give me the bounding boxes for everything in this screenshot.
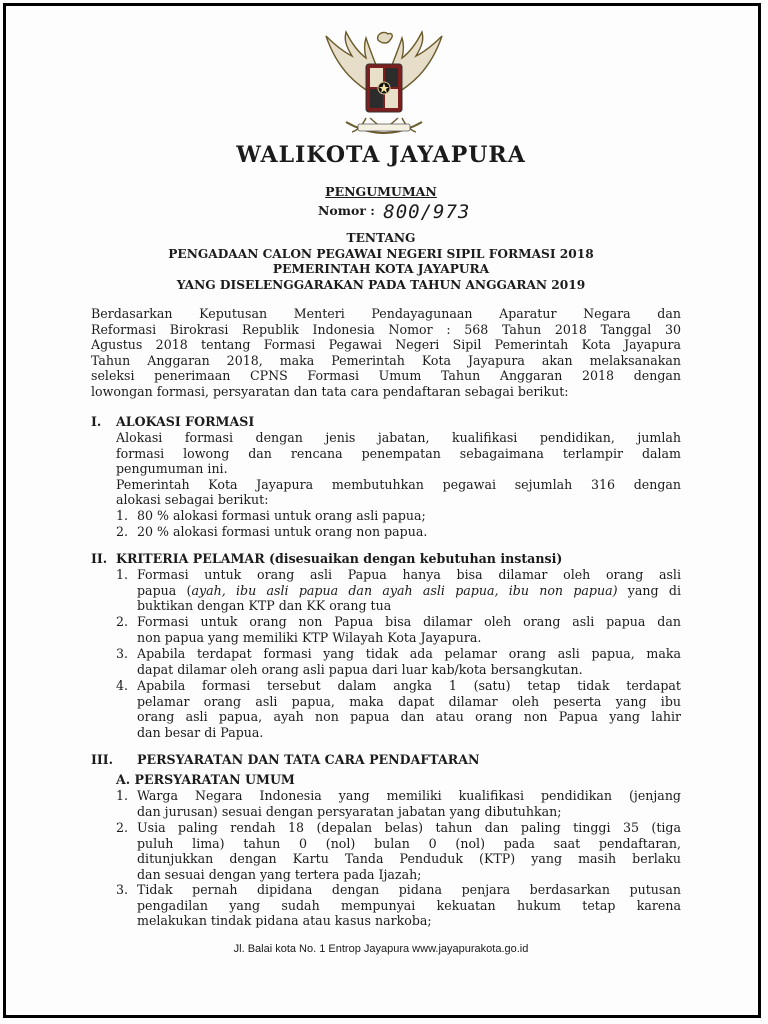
- list-number: 2.: [116, 524, 129, 539]
- text-line: Agustus 2018 tentang Formasi Pegawai Negeri Sipil Pemerintah Kota Jayapura: [91, 337, 681, 353]
- list-number: 1.: [116, 567, 129, 582]
- text-line: Apabila formasi tersebut dalam angka 1 (satu) tetap tidak terdapat: [137, 678, 681, 693]
- text-line: pelamar orang asli papua, maka dapat dilamar oleh peserta yang ibu: [137, 693, 681, 709]
- section-number: II.: [91, 551, 108, 566]
- emphasis-text: ayah, ibu asli papua dan ayah asli papua, ibu non papua): [191, 582, 618, 598]
- document-number: [318, 198, 471, 223]
- text-line: pengadilan yang sudah mempunyai kekuatan hukum tetap karena: [137, 897, 681, 913]
- text-line: dan sesuai dengan yang tertera pada Ijazah;: [137, 866, 422, 882]
- text-line: pengumuman ini.: [116, 461, 228, 477]
- section-title: PERSYARATAN DAN TATA CARA PENDAFTARAN: [137, 752, 480, 767]
- list-item: [137, 614, 681, 645]
- page-footer: Jl. Balai kota No. 1 Entrop Jayapura www.jayapurakota.go.id: [233, 943, 529, 955]
- text-line: Formasi untuk orang non Papua bisa dilamar oleh orang asli papua dan: [137, 614, 681, 629]
- list-item: 80 % alokasi formasi untuk orang asli papua;: [137, 508, 426, 523]
- text-line: Tidak pernah dipidana dengan pidana penjara berdasarkan putusan: [137, 882, 681, 897]
- list-number: 2.: [116, 820, 129, 835]
- list-item: [137, 882, 681, 929]
- text-line: Berdasarkan Keputusan Menteri Pendayagunaan Aparatur Negara dan: [91, 306, 681, 321]
- intro-paragraph: [91, 306, 681, 400]
- text-line: seleksi penerimaan CPNS Formasi Umum Tahun Anggaran 2018 dengan: [91, 368, 681, 384]
- list-item: [137, 820, 681, 882]
- text-line: Apabila terdapat formasi yang tidak ada pelamar orang asli papua, maka: [137, 646, 681, 661]
- list-item: [137, 788, 681, 819]
- subsection-title: A. PERSYARATAN UMUM: [116, 772, 295, 787]
- list-item: 20 % alokasi formasi untuk orang non papua.: [137, 524, 428, 539]
- text-line: dan besar di Papua.: [137, 724, 264, 740]
- text-line: Reformasi Birokrasi Republik Indonesia Nomor : 568 Tahun 2018 Tanggal 30: [91, 321, 681, 337]
- text-line: papua (ayah, ibu asli papua dan ayah asli papua, ibu non papua) yang di: [137, 582, 681, 598]
- text-line: Usia paling rendah 18 (depalan belas) tahun dan paling tinggi 35 (tiga: [137, 820, 681, 835]
- text-line: alokasi sebagai berikut:: [116, 492, 269, 508]
- list-number: 3.: [116, 882, 129, 897]
- list-item: [137, 567, 681, 614]
- list-number: 3.: [116, 646, 129, 661]
- text-line: formasi lowong dan rencana penempatan sebagaimana terlampir dalam: [116, 445, 681, 461]
- text-line: Formasi untuk orang asli Papua hanya bisa dilamar oleh orang asli: [137, 567, 681, 582]
- list-item: [137, 646, 681, 677]
- announcement-label: PENGUMUMAN: [325, 184, 437, 199]
- text-line: Alokasi formasi dengan jenis jabatan, kualifikasi pendidikan, jumlah: [116, 430, 681, 445]
- garuda-emblem: [318, 26, 450, 142]
- section-number: III.: [91, 752, 114, 767]
- subject-line: YANG DISELENGGARAKAN PADA TAHUN ANGGARAN 2019: [176, 277, 586, 292]
- list-number: 1.: [116, 788, 129, 803]
- text-line: orang asli papua, ayah non papua dan atau orang non Papua yang lahir: [137, 709, 681, 725]
- list-number: 2.: [116, 614, 129, 629]
- section-title: ALOKASI FORMASI: [116, 414, 255, 429]
- text-line: dan jurusan) sesuai dengan persyaratan jabatan yang dibutuhkan;: [137, 803, 562, 819]
- tentang-label: TENTANG: [346, 231, 416, 245]
- page-title: WALIKOTA JAYAPURA: [236, 142, 526, 168]
- text-line: melakukan tindak pidana atau kasus narkoba;: [137, 913, 432, 929]
- list-item: [137, 678, 681, 740]
- text-line: buktikan dengan KTP dan KK orang tua: [137, 598, 392, 614]
- subject-line: PENGADAAN CALON PEGAWAI NEGERI SIPIL FORMASI 2018: [168, 246, 594, 261]
- text-line: puluh lima) tahun 0 (nol) bulan 0 (nol) pada saat pendaftaran,: [137, 835, 681, 851]
- section-number: I.: [91, 414, 102, 429]
- list-number: 1.: [116, 508, 129, 523]
- text-line: lowongan formasi, persyaratan dan tata cara pendaftaran sebagai berikut:: [91, 383, 569, 399]
- section1-body: [116, 430, 681, 508]
- subject-block: [0, 231, 762, 293]
- text-line: ditunjukkan dengan Kartu Tanda Penduduk (KTP) yang masih berlaku: [137, 851, 681, 867]
- text-line: Warga Negara Indonesia yang memiliki kualifikasi pendidikan (jenjang: [137, 788, 681, 803]
- text-line: Pemerintah Kota Jayapura membutuhkan pegawai sejumlah 316 dengan: [116, 476, 681, 492]
- section-title: KRITERIA PELAMAR (disesuaikan dengan kebutuhan instansi): [116, 551, 563, 566]
- number-label: Nomor :: [318, 203, 375, 218]
- subject-line: PEMERINTAH KOTA JAYAPURA: [272, 262, 490, 276]
- text-line: dapat dilamar oleh orang asli papua dari luar kab/kota bersangkutan.: [137, 661, 583, 677]
- number-value: 800/973: [383, 201, 471, 223]
- text-line: Tahun Anggaran 2018, maka Pemerintah Kota Jayapura akan melaksanakan: [91, 352, 681, 368]
- list-number: 4.: [116, 678, 129, 693]
- text-line: non papua yang memiliki KTP Wilayah Kota Jayapura.: [137, 629, 482, 645]
